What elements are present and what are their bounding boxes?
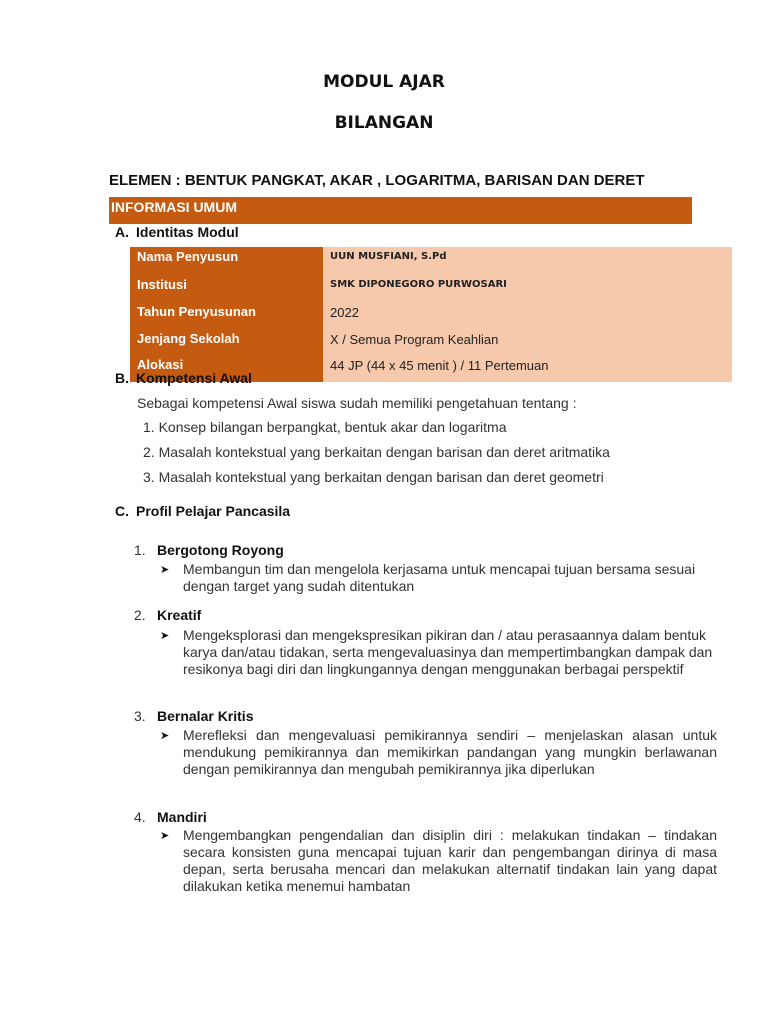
section-a-title: Identitas Modul xyxy=(136,224,239,240)
list-item: 3. Masalah kontekstual yang berkaitan dengan barisan dan deret geometri xyxy=(143,469,604,485)
section-a-letter: A. xyxy=(115,224,129,240)
profil-number: 1. xyxy=(134,542,146,558)
profil-number: 3. xyxy=(134,708,146,724)
section-b-letter: B. xyxy=(115,370,129,386)
section-c-heading xyxy=(115,503,290,519)
profil-description: Mengembangkan pengendalian dan disiplin diri : melakukan tindakan – tindakan secara konsisten guna mencapai tujuan karir dan pengembangan dirinya di masa depan, serta berusaha mencari dan melakukan alternatif tindakan lain yang dapat dilakukan ketika menemui hambatan xyxy=(183,827,717,894)
arrowhead-bullet-icon: ➤ xyxy=(160,630,170,642)
profil-title: Bernalar Kritis xyxy=(157,708,254,724)
section-a-heading xyxy=(115,224,239,240)
section-b-heading xyxy=(115,370,252,386)
section-c-letter: C. xyxy=(115,503,129,519)
profil-item-bernalar-kritis xyxy=(134,708,253,724)
identitas-table xyxy=(130,247,732,382)
table-row xyxy=(130,302,732,329)
identitas-value: SMK DIPONEGORO PURWOSARI xyxy=(323,275,732,303)
informasi-umum-bar xyxy=(109,197,692,224)
arrowhead-bullet-icon: ➤ xyxy=(160,830,170,842)
identitas-label: Tahun Penyusunan xyxy=(130,302,323,329)
table-row xyxy=(130,247,732,275)
elemen-heading: ELEMEN : BENTUK PANGKAT, AKAR , LOGARITMA, BARISAN DAN DERET xyxy=(109,172,645,189)
table-row xyxy=(130,329,732,356)
profil-title: Kreatif xyxy=(157,607,202,623)
informasi-umum-label: INFORMASI UMUM xyxy=(111,199,237,215)
document-title: MODUL AJAR xyxy=(323,72,445,92)
kompetensi-intro: Sebagai kompetensi Awal siswa sudah memiliki pengetahuan tentang : xyxy=(137,395,577,411)
profil-item-gotong-royong xyxy=(134,542,284,558)
identitas-value: UUN MUSFIANI, S.Pd xyxy=(323,247,732,275)
identitas-label: Nama Penyusun xyxy=(130,247,323,275)
profil-title: Bergotong Royong xyxy=(157,542,284,558)
identitas-label: Alokasi xyxy=(130,355,323,382)
list-item: 2. Masalah kontekstual yang berkaitan dengan barisan dan deret aritmatika xyxy=(143,444,610,460)
profil-title: Mandiri xyxy=(157,809,207,825)
identitas-label: Jenjang Sekolah xyxy=(130,329,323,356)
profil-item-kreatif xyxy=(134,607,201,623)
profil-item-mandiri xyxy=(134,809,207,825)
identitas-value: 44 JP (44 x 45 menit ) / 11 Pertemuan xyxy=(323,355,732,382)
profil-number: 4. xyxy=(134,809,146,825)
profil-description: Membangun tim dan mengelola kerjasama untuk mencapai tujuan bersama sesuai dengan target yang sudah ditentukan xyxy=(183,561,696,594)
table-row xyxy=(130,275,732,303)
identitas-value: X / Semua Program Keahlian xyxy=(323,329,732,356)
profil-description: Mengeksplorasi dan mengekspresikan pikiran dan / atau perasaannya dalam bentuk karya dan/atau tidakan, serta mengevaluasinya dan mempertimbangkan dampak dan resikonya bagi diri dan lingkungannya dengan menggunakan berbagai perspektif xyxy=(183,627,713,677)
section-c-title: Profil Pelajar Pancasila xyxy=(136,503,291,519)
arrowhead-bullet-icon: ➤ xyxy=(160,730,170,742)
list-item: 1. Konsep bilangan berpangkat, bentuk akar dan logaritma xyxy=(143,419,507,435)
profil-number: 2. xyxy=(134,607,146,623)
identitas-label: Institusi xyxy=(130,275,323,303)
document-subtitle: BILANGAN xyxy=(334,113,434,133)
profil-description: Merefleksi dan mengevaluasi pemikirannya sendiri – menjelaskan alasan untuk mendukung pemikirannya dan memikirkan pandangan yang mungkin berlawanan dengan pemikirannya dan mengubah pemikirannya jika diperlukan xyxy=(183,727,717,777)
section-b-title: Kompetensi Awal xyxy=(136,370,252,386)
identitas-value: 2022 xyxy=(323,302,732,329)
arrowhead-bullet-icon: ➤ xyxy=(160,564,170,576)
